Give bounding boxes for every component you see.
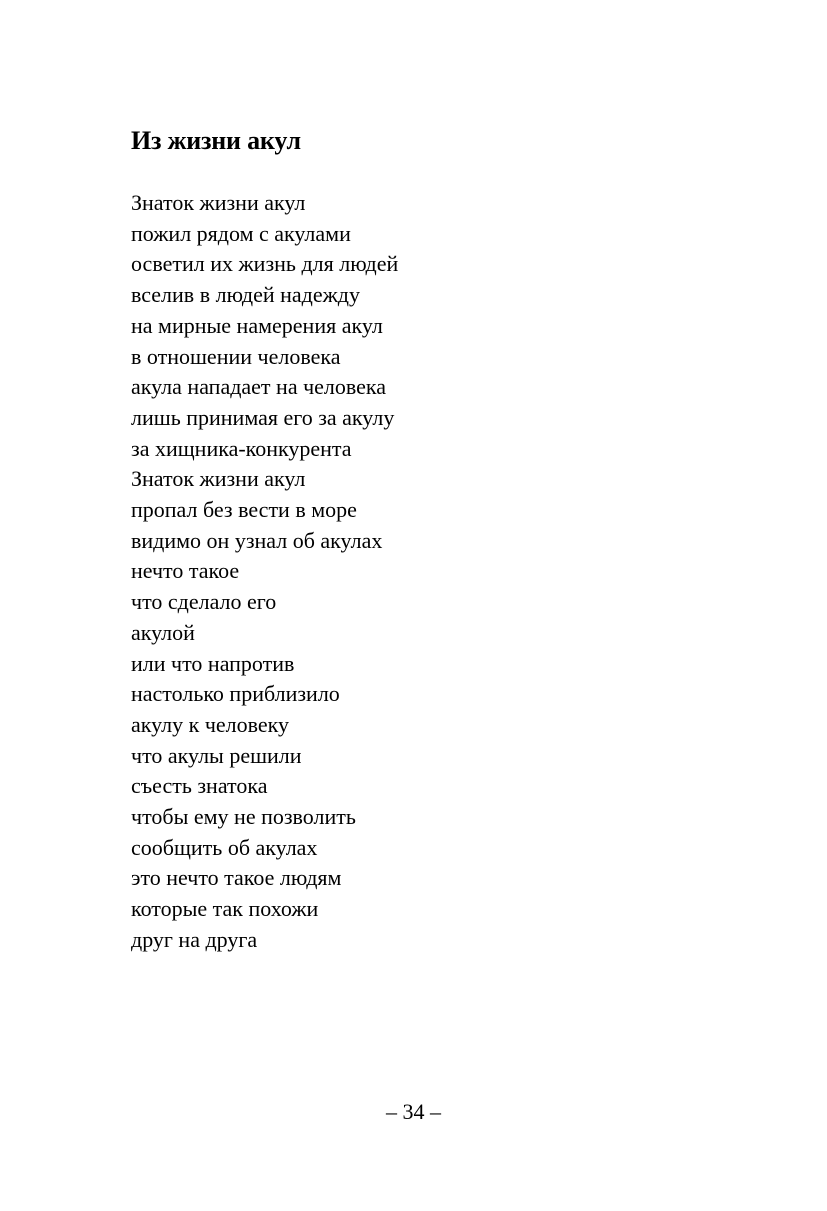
poem-line: в отношении человека: [131, 343, 341, 369]
poem-line: акулой: [131, 619, 195, 645]
poem-line: Знаток жизни акул: [131, 190, 306, 215]
poem-line: которые так похожи: [131, 896, 319, 922]
poem-line: на мирные намерения акул: [131, 312, 383, 338]
poem-title: Из жизни акул: [131, 126, 301, 155]
poem-line: друг на друга: [131, 926, 258, 952]
poem-line: что сделало его: [131, 589, 277, 615]
poem-line: акула нападает на человека: [131, 374, 387, 400]
poem-line: настолько приблизило: [131, 681, 340, 707]
poem-line: пропал без вести в море: [131, 497, 357, 523]
poem-line: вселив в людей надежду: [131, 282, 361, 308]
poem-line: нечто такое: [131, 558, 240, 584]
poem-line: осветил их жизнь для людей: [131, 251, 399, 277]
poem-line: или что напротив: [131, 650, 295, 676]
poem-line: Знаток жизни акул: [131, 466, 306, 492]
poem-line: сообщить об акулах: [131, 834, 318, 860]
poem-line: акулу к человеку: [131, 711, 290, 737]
poem-line: съесть знатока: [131, 773, 268, 799]
poem-line: видимо он узнал об акулах: [131, 527, 383, 553]
poem-line: лишь принимая его за акулу: [131, 404, 395, 430]
poem-line: за хищника-конкурента: [131, 435, 352, 461]
poem-line: что акулы решили: [131, 742, 302, 768]
poem-body: [131, 188, 398, 956]
page-number: – 34 –: [386, 1099, 441, 1124]
poem-line: пожил рядом с акулами: [131, 220, 351, 246]
poem-line: это нечто такое людям: [131, 865, 342, 891]
poem-line: чтобы ему не позволить: [131, 804, 356, 830]
